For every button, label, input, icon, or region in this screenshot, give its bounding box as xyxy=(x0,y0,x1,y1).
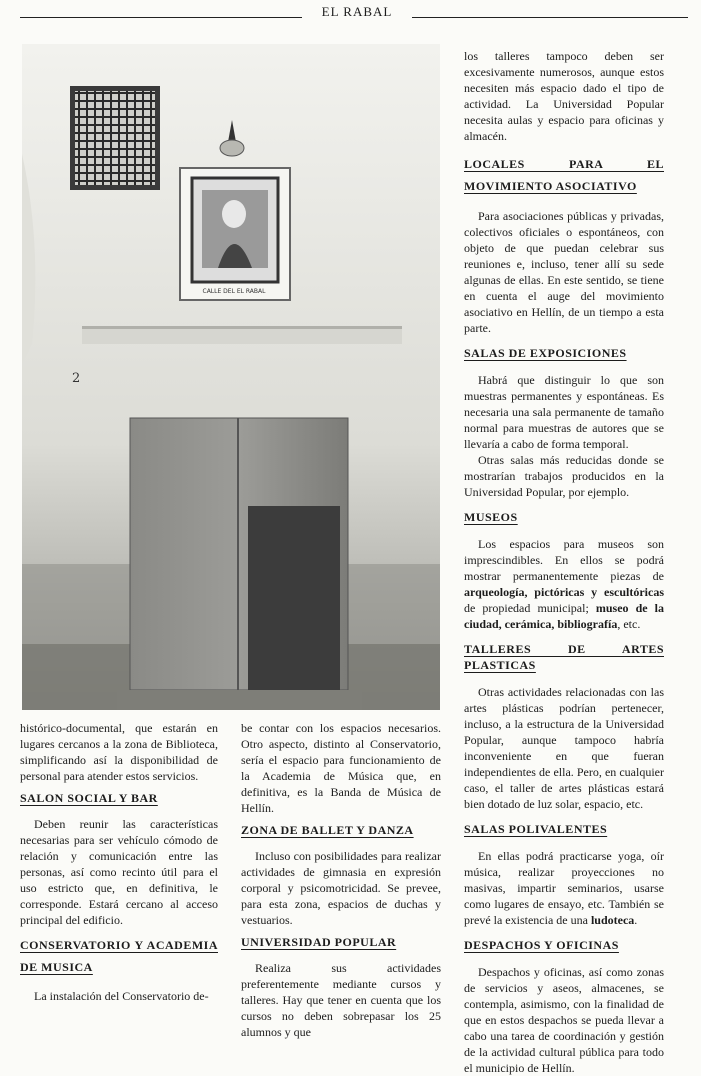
heading-universidad: UNIVERSIDAD POPULAR xyxy=(241,935,397,949)
column-middle xyxy=(241,720,441,1040)
heading-locales: LOCALES PARA EL MOVIMIENTO ASOCIATIVO xyxy=(464,157,664,193)
column-left xyxy=(20,720,218,1004)
paragraph: Realiza sus actividades preferentemente mediante cursos y talleres. Hay que tener en cuenta que los cursos no deben sobrepasar los 25 alumnos y que xyxy=(241,961,441,1039)
paragraph-museos: Los espacios para museos son imprescindibles. En ellos se podrá mostrar permanentemente piezas de arqueología, pictóricas y escultóricas de propiedad municipal; museo de la ciudad, cerámica, bibliografía, etc. xyxy=(464,537,665,631)
paragraph: Otras actividades relacionadas con las artes plásticas podrían pertenecer, incluso, a la estructura de la Universidad Popular, aunque tampoco habría inconveniente en que fueran independientes de ella. Pero, en cualquier caso, el taller de artes plásticas estará bien dotado de luz solar, espacio, etc. xyxy=(464,685,664,811)
paragraph: be contar con los espacios necesarios. Otro aspecto, distinto al Conservatorio, sería el espacio para funcionamiento de la Academia de Música que, en definitiva, es la Banda de Música de Hellín. xyxy=(241,721,441,815)
paragraph: Deben reunir las características necesarias para ser vehículo cómodo de relación y comunicación entre las personas, así como recinto útil para el uso estricto que, en definitiva, le corresponde. Estará cercano al acceso principal del edificio. xyxy=(20,817,218,927)
running-title: EL RABAL xyxy=(321,4,393,19)
page-header xyxy=(20,4,688,26)
header-rule-left xyxy=(20,17,302,18)
paragraph-polivalentes: En ellas podrá practicarse yoga, oír música, realizar proyecciones no masivas, impartir seminarios, usarse como lugares de ensayo, etc. También se prevé la existencia de una ludoteca. xyxy=(464,849,664,927)
svg-text:2: 2 xyxy=(72,371,81,386)
paragraph: Para asociaciones públicas y privadas, colectivos oficiales o espontáneos, con objeto de que puedan celebrar sus reuniones e, incluso, tener allí su sede algunas de ellas. En este sentido, se tiene en cuenta el auge del movimiento asociativo en Hellín, de un tiempo a esta parte. xyxy=(464,209,664,335)
paragraph: los talleres tampoco deben ser excesivamente numerosos, aunque estos necesiten más espacio dado el tipo de actividad. La Universidad Popular necesita aulas y espacio para oficinas y almacén. xyxy=(464,49,664,143)
header-rule-right xyxy=(412,17,688,18)
heading-talleres: TALLERES DE ARTES PLASTICAS xyxy=(464,642,664,672)
paragraph: Otras salas más reducidas donde se mostrarían trabajos producidos en la Universidad Popular, por ejemplo. xyxy=(464,453,664,499)
heading-despachos: DESPACHOS Y OFICINAS xyxy=(464,938,619,952)
paragraph: histórico-documental, que estarán en lugares cercanos a la zona de Biblioteca, simplificando así la disponibilidad de personal para atender estos servicios. xyxy=(20,721,218,783)
column-right xyxy=(464,48,664,1076)
facade-illustration xyxy=(22,44,440,710)
paragraph: La instalación del Conservatorio de- xyxy=(34,989,209,1003)
plaque-caption: CALLE DEL EL RABAL xyxy=(202,288,266,295)
heading-ballet: ZONA DE BALLET Y DANZA xyxy=(241,823,414,837)
heading-salas-exposiciones: SALAS DE EXPOSICIONES xyxy=(464,346,627,360)
paragraph: Incluso con posibilidades para realizar actividades de gimnasia en expresión corporal y psicomotricidad. Se prevee, para esta zona, espacios de duchas y vestuarios. xyxy=(241,849,441,927)
heading-museos: MUSEOS xyxy=(464,510,518,524)
heading-salon-social: SALON SOCIAL Y BAR xyxy=(20,791,158,805)
heading-conservatorio: CONSERVATORIO Y ACADEMIA DE MUSICA xyxy=(20,938,218,974)
heading-polivalentes: SALAS POLIVALENTES xyxy=(464,822,608,836)
building-facade-photo xyxy=(22,44,440,710)
paragraph: Despachos y oficinas, así como zonas de servicios y aseos, almacenes, se contempla, asimismo, con la finalidad de que en estos despachos se pueda llevar a cabo una tarea de coordinación y gestión de la actividad cultural pública para todo el municipio de Hellín. xyxy=(464,965,664,1075)
paragraph: Habrá que distinguir lo que son muestras permanentes y espontáneas. Es necesaria una sala permanente de tamaño normal para muestras de autores que se llevaría a cabo de forma temporal. xyxy=(464,373,664,451)
